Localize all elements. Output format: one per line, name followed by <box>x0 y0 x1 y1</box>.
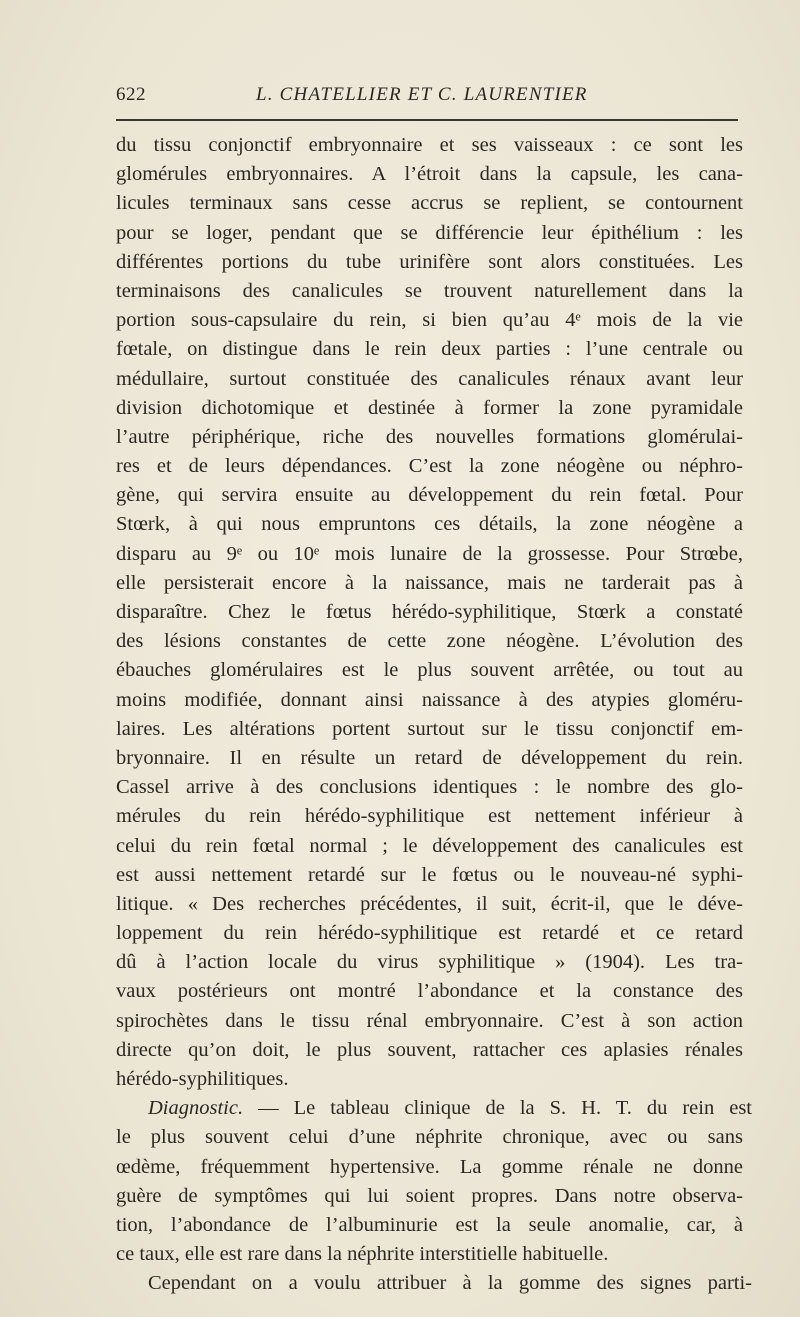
text-line: le plus souvent celui d’une néphrite chronique, avec ou sans <box>116 1126 743 1149</box>
text-line: gène, qui servira ensuite au développement du rein fœtal. Pour <box>116 484 743 507</box>
text-line: œdème, fréquemment hypertensive. La gomme rénale ne donne <box>116 1155 743 1178</box>
diagnostic-first-line <box>116 1094 752 1123</box>
text-line: litique. « Des recherches précédentes, il suit, écrit-il, que le déve- <box>116 892 743 915</box>
text-line: moins modifiée, donnant ainsi naissance à des atypies gloméru- <box>116 688 743 711</box>
text-line: fœtale, on distingue dans le rein deux parties : l’une centrale ou <box>116 338 743 361</box>
diagnostic-first-line-text: — Le tableau clinique de la S. H. T. du rein est <box>243 1097 752 1120</box>
text-line: médullaire, surtout constituée des canalicules rénaux avant leur <box>116 367 743 390</box>
text-line: guère de symptômes qui lui soient propres. Dans notre observa- <box>116 1184 743 1207</box>
text-line: laires. Les altérations portent surtout sur le tissu conjonctif em- <box>116 717 743 740</box>
text-line: elle persisterait encore à la naissance, mais ne tarderait pas à <box>116 571 743 594</box>
text-line: celui du rein fœtal normal ; le développement des canalicules est <box>116 834 743 857</box>
text-line: des lésions constantes de cette zone néogène. L’évolution des <box>116 630 743 653</box>
text-line: hérédo-syphilitiques. <box>116 1068 289 1090</box>
text-line: mérules du rein hérédo-syphilitique est nettement inférieur à <box>116 805 743 828</box>
text-line: tion, l’abondance de l’albuminurie est la seule anomalie, car, à <box>116 1213 743 1236</box>
text-line: glomérules embryonnaires. A l’étroit dans la capsule, les cana- <box>116 163 743 186</box>
text-line: l’autre périphérique, riche des nouvelles formations glomérulai- <box>116 425 743 448</box>
header-rule <box>116 119 738 121</box>
text-line: loppement du rein hérédo-syphilitique est retardé et ce retard <box>116 922 743 945</box>
page-header <box>116 84 738 114</box>
text-line: bryonnaire. Il en résulte un retard de développement du rein. <box>116 746 743 769</box>
text-line: spirochètes dans le tissu rénal embryonnaire. C’est à son action <box>116 1009 743 1032</box>
body-text <box>116 131 752 1299</box>
text-line: division dichotomique et destinée à former la zone pyramidale <box>116 396 743 419</box>
running-title: L. CHATELLIER ET C. LAURENTIER <box>256 84 588 105</box>
diagnostic-heading: Diagnostic. <box>148 1097 244 1120</box>
page-number: 622 <box>116 84 146 105</box>
text-line: Cassel arrive à des conclusions identiques : le nombre des glo- <box>116 776 743 799</box>
text-line: licules terminaux sans cesse accrus se replient, se contournent <box>116 192 743 215</box>
text-line: du tissu conjonctif embryonnaire et ses vaisseaux : ce sont les <box>116 134 743 156</box>
text-line: ébauches glomérulaires est le plus souvent arrêtée, ou tout au <box>116 659 743 682</box>
text-line: différentes portions du tube urinifère sont alors constituées. Les <box>116 250 743 273</box>
text-line: disparaître. Chez le fœtus hérédo-syphilitique, Stœrk a constaté <box>116 601 743 623</box>
text-line: ce taux, elle est rare dans la néphrite interstitielle habituelle. <box>116 1243 609 1266</box>
text-line: directe qu’on doit, le plus souvent, rattacher ces aplasies rénales <box>116 1038 743 1061</box>
text-line: portion sous-capsulaire du rein, si bien qu’au 4ᵉ mois de la vie <box>116 309 743 332</box>
text-line: res et de leurs dépendances. C’est la zone néogène ou néphro- <box>116 455 743 478</box>
text-line: Stœrk, à qui nous empruntons ces détails, la zone néogène a <box>116 513 743 536</box>
text-line: est aussi nettement retardé sur le fœtus ou le nouveau-né syphi- <box>116 863 743 886</box>
text-line: disparu au 9ᵉ ou 10ᵉ mois lunaire de la grossesse. Pour Strœbe, <box>116 542 743 565</box>
text-line: terminaisons des canalicules se trouvent naturellement dans la <box>116 279 743 302</box>
text-line: dû à l’action locale du virus syphilitique » (1904). Les tra- <box>116 951 743 974</box>
text-line: pour se loger, pendant que se différencie leur épithélium : les <box>116 221 743 244</box>
final-line: Cependant on a voulu attribuer à la gomme des signes parti- <box>148 1272 752 1295</box>
text-line: vaux postérieurs ont montré l’abondance et la constance des <box>116 980 743 1003</box>
